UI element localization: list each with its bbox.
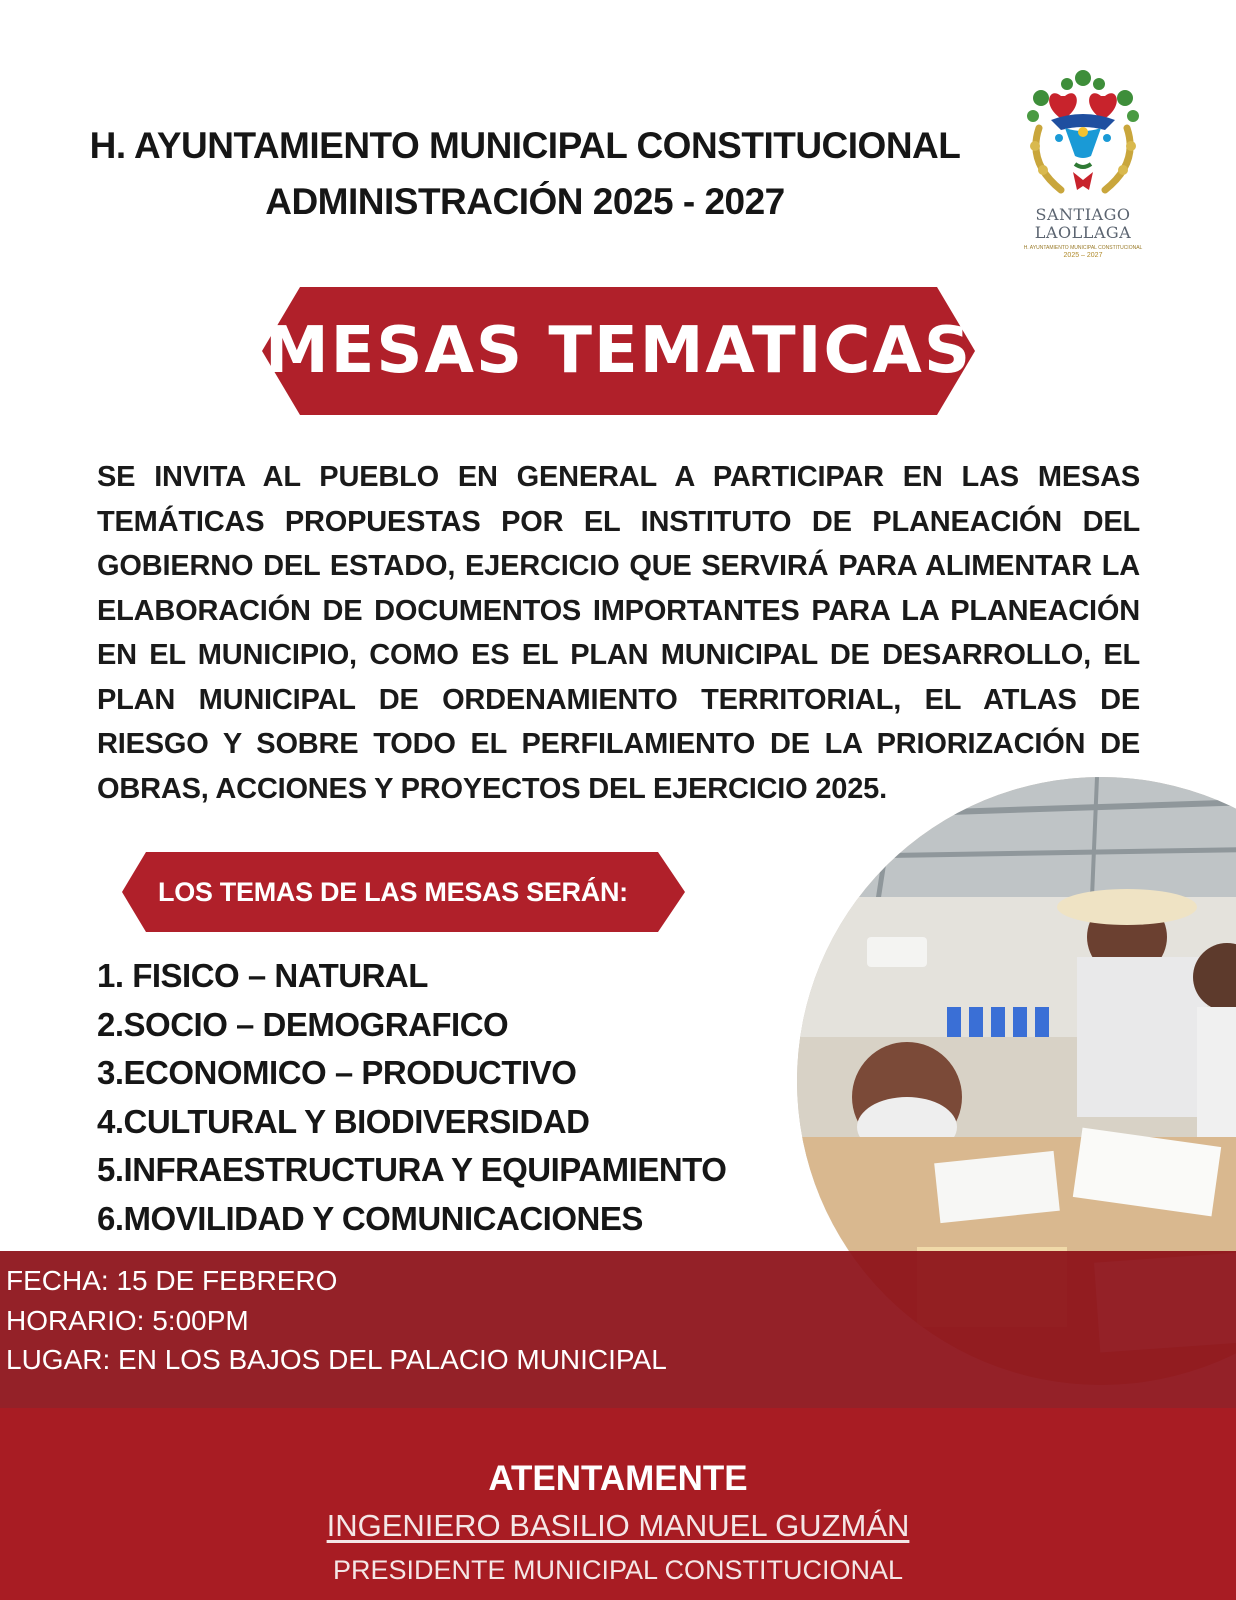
header-line-2: ADMINISTRACIÓN 2025 - 2027 <box>265 181 785 222</box>
municipal-logo <box>1013 68 1153 264</box>
event-place: LUGAR: EN LOS BAJOS DEL PALACIO MUNICIPAL <box>6 1344 667 1375</box>
event-time: HORARIO: 5:00PM <box>6 1304 249 1336</box>
topics-banner <box>122 852 685 932</box>
logo-name-1: SANTIAGO <box>1035 205 1131 224</box>
event-date: FECHA: 15 DE FEBRERO <box>6 1265 338 1296</box>
topics-banner-label: LOS TEMAS DE LAS MESAS SERÁN: <box>158 876 628 907</box>
topic-item: 1. FISICO – NATURAL <box>97 957 428 994</box>
main-banner <box>262 287 975 415</box>
topic-item: 5.INFRAESTRUCTURA Y EQUIPAMIENTO <box>97 1151 727 1188</box>
logo-subtitle: H. AYUNTAMIENTO MUNICIPAL CONSTITUCIONAL <box>1023 245 1143 251</box>
coat-of-arms-icon <box>1021 68 1145 202</box>
logo-name-2: LAOLLAGA <box>1034 223 1132 242</box>
invitation-paragraph: SE INVITA AL PUEBLO EN GENERAL A PARTICIPAR EN LAS MESAS TEMÁTICAS PROPUESTAS POR EL INSTITUTO DE PLANEACIÓN DEL GOBIERNO DEL ESTADO, EJERCICIO QUE SERVIRÁ PARA ALIMENTAR LA ELABORACIÓN DE DOCUMENTOS IMPORTANTES PARA LA PLANEACIÓN EN EL MUNICIPIO, COMO ES EL PLAN MUNICIPAL DE DESARROLLO, EL PLAN MUNICIPAL DE ORDENAMIENTO TERRITORIAL, EL ATLAS DE RIESGO Y SOBRE TODO EL PERFILAMIENTO DE LA PRIORIZACIÓN DE OBRAS, ACCIONES Y PROYECTOS DEL EJERCICIO 2025. <box>97 461 1140 805</box>
signatory-title: PRESIDENTE MUNICIPAL CONSTITUCIONAL <box>332 1555 904 1585</box>
topic-item: 6.MOVILIDAD Y COMUNICACIONES <box>97 1199 643 1237</box>
header-title <box>60 118 990 230</box>
topics-list <box>97 952 726 1243</box>
topic-item: 4.CULTURAL Y BIODIVERSIDAD <box>97 1102 590 1140</box>
event-info <box>6 1261 667 1380</box>
closing-text: ATENTAMENTE <box>488 1459 748 1498</box>
main-banner-title: MESAS TEMATICAS <box>264 314 973 388</box>
topic-item: 2.SOCIO – DEMOGRAFICO <box>97 1005 509 1043</box>
signatory-name: INGENIERO BASILIO MANUEL GUZMÁN <box>326 1508 910 1543</box>
topic-item: 3.ECONOMICO – PRODUCTIVO <box>97 1054 577 1091</box>
header-line-1: H. AYUNTAMIENTO MUNICIPAL CONSTITUCIONAL <box>89 125 961 166</box>
logo-years: 2025 – 2027 <box>1063 252 1103 259</box>
